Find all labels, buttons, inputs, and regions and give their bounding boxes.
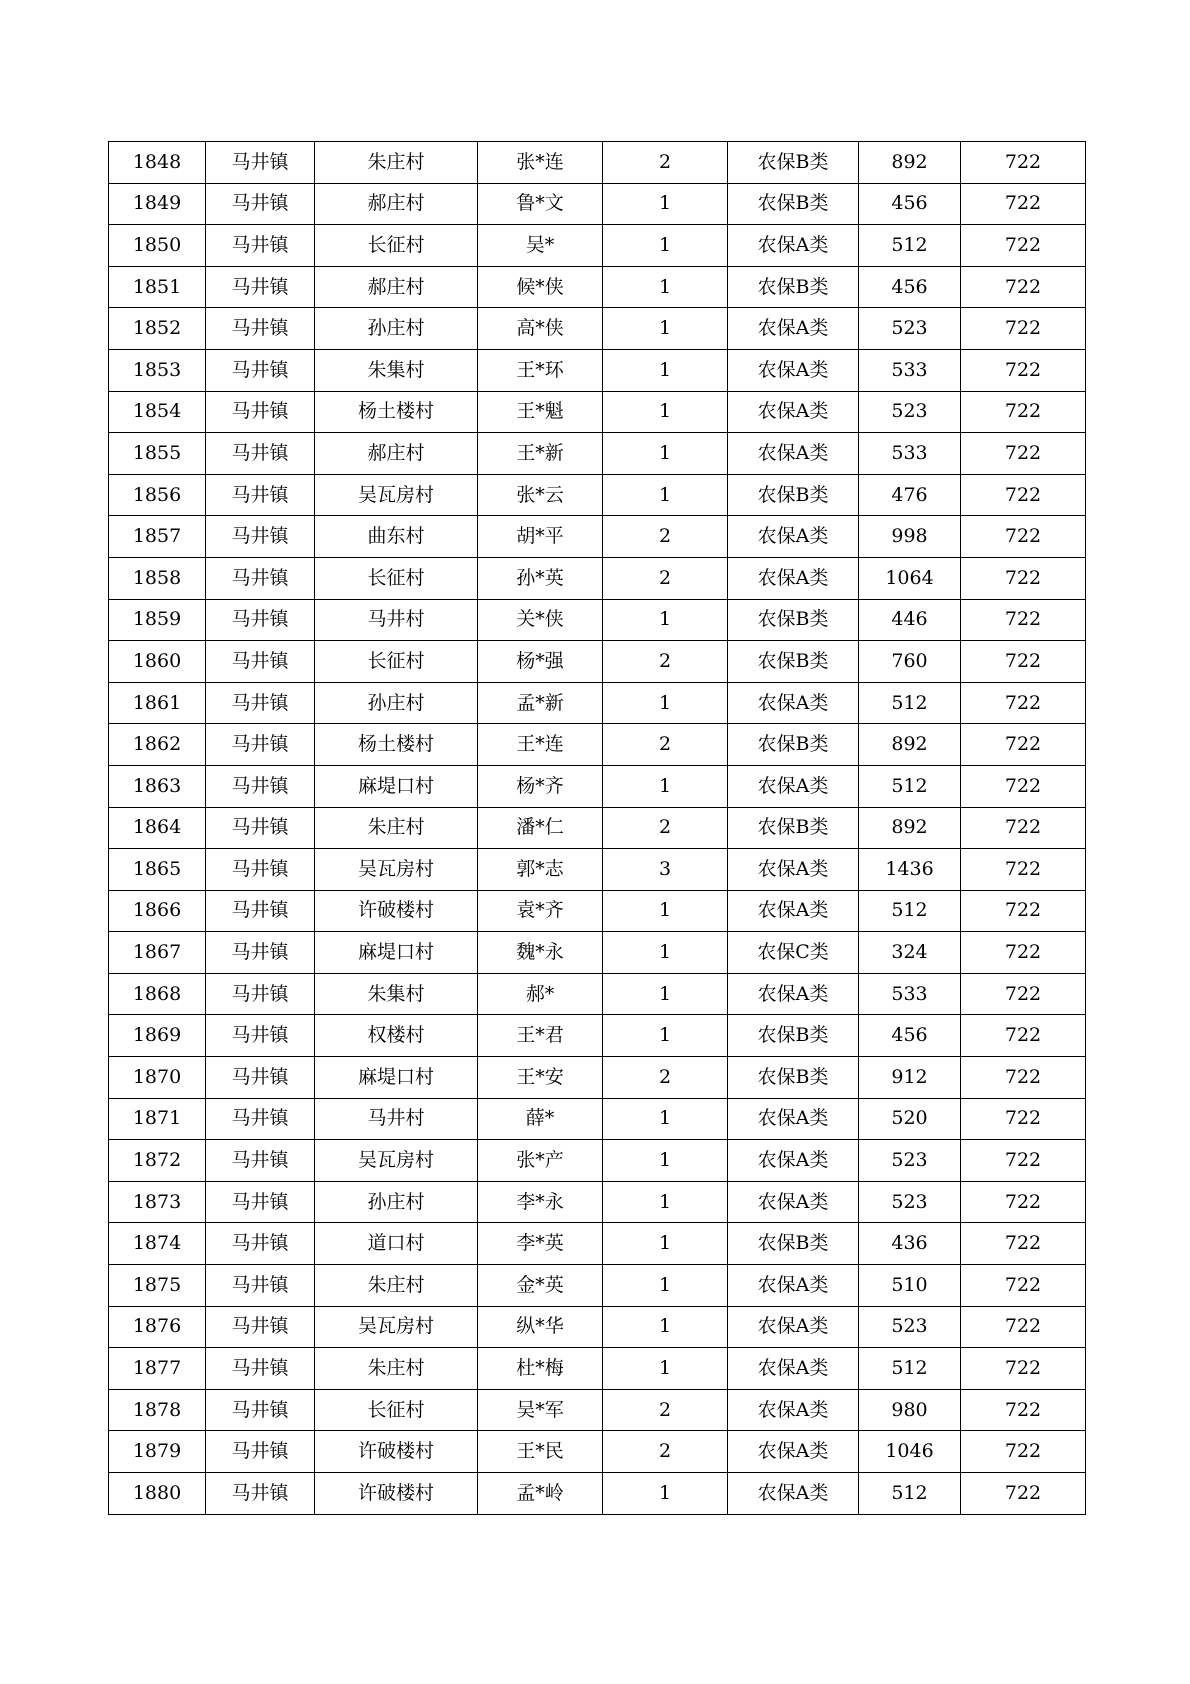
cell-village: 朱庄村 — [315, 142, 478, 184]
cell-town: 马井镇 — [206, 682, 315, 724]
cell-category: 农保B类 — [728, 1015, 859, 1057]
cell-standard: 722 — [961, 724, 1086, 766]
cell-amount: 512 — [859, 225, 961, 267]
cell-standard: 722 — [961, 807, 1086, 849]
table-row — [109, 1015, 1086, 1057]
cell-name: 杨*强 — [478, 641, 603, 683]
cell-name: 杜*梅 — [478, 1348, 603, 1390]
cell-category: 农保A类 — [728, 1306, 859, 1348]
cell-town: 马井镇 — [206, 1181, 315, 1223]
cell-name: 鲁*文 — [478, 183, 603, 225]
cell-name: 袁*齐 — [478, 890, 603, 932]
cell-village: 长征村 — [315, 641, 478, 683]
cell-row-number: 1851 — [109, 266, 206, 308]
table-row — [109, 142, 1086, 184]
cell-name: 李*英 — [478, 1223, 603, 1265]
cell-amount: 523 — [859, 1181, 961, 1223]
cell-row-number: 1848 — [109, 142, 206, 184]
cell-village: 郝庄村 — [315, 183, 478, 225]
cell-standard: 722 — [961, 1223, 1086, 1265]
cell-name: 张*云 — [478, 474, 603, 516]
cell-row-number: 1873 — [109, 1181, 206, 1223]
cell-row-number: 1874 — [109, 1223, 206, 1265]
cell-village: 长征村 — [315, 557, 478, 599]
cell-name: 王*魁 — [478, 391, 603, 433]
cell-row-number: 1864 — [109, 807, 206, 849]
cell-standard: 722 — [961, 1181, 1086, 1223]
cell-household-size: 2 — [603, 1057, 728, 1099]
cell-amount: 1436 — [859, 849, 961, 891]
cell-row-number: 1869 — [109, 1015, 206, 1057]
cell-name: 郝* — [478, 973, 603, 1015]
cell-standard: 722 — [961, 973, 1086, 1015]
cell-category: 农保A类 — [728, 973, 859, 1015]
cell-household-size: 2 — [603, 807, 728, 849]
cell-town: 马井镇 — [206, 308, 315, 350]
cell-category: 农保A类 — [728, 391, 859, 433]
cell-category: 农保A类 — [728, 349, 859, 391]
cell-village: 许破楼村 — [315, 890, 478, 932]
cell-category: 农保B类 — [728, 266, 859, 308]
cell-standard: 722 — [961, 474, 1086, 516]
cell-household-size: 2 — [603, 641, 728, 683]
cell-row-number: 1876 — [109, 1306, 206, 1348]
cell-row-number: 1865 — [109, 849, 206, 891]
table-row — [109, 516, 1086, 558]
cell-category: 农保A类 — [728, 225, 859, 267]
cell-amount: 324 — [859, 932, 961, 974]
cell-household-size: 1 — [603, 1181, 728, 1223]
cell-standard: 722 — [961, 1015, 1086, 1057]
cell-town: 马井镇 — [206, 1057, 315, 1099]
cell-household-size: 1 — [603, 1265, 728, 1307]
cell-amount: 510 — [859, 1265, 961, 1307]
cell-row-number: 1866 — [109, 890, 206, 932]
cell-town: 马井镇 — [206, 1223, 315, 1265]
cell-household-size: 3 — [603, 849, 728, 891]
table-row — [109, 1431, 1086, 1473]
cell-name: 关*侠 — [478, 599, 603, 641]
cell-name: 王*民 — [478, 1431, 603, 1473]
cell-town: 马井镇 — [206, 1015, 315, 1057]
cell-village: 许破楼村 — [315, 1473, 478, 1515]
cell-category: 农保A类 — [728, 1431, 859, 1473]
cell-row-number: 1880 — [109, 1473, 206, 1515]
table-row — [109, 807, 1086, 849]
cell-standard: 722 — [961, 599, 1086, 641]
cell-household-size: 2 — [603, 1431, 728, 1473]
cell-name: 王*君 — [478, 1015, 603, 1057]
cell-town: 马井镇 — [206, 1473, 315, 1515]
cell-category: 农保B类 — [728, 474, 859, 516]
cell-row-number: 1861 — [109, 682, 206, 724]
cell-amount: 892 — [859, 724, 961, 766]
cell-town: 马井镇 — [206, 1431, 315, 1473]
data-table — [108, 141, 1086, 1515]
table-row — [109, 1057, 1086, 1099]
cell-standard: 722 — [961, 1389, 1086, 1431]
cell-amount: 512 — [859, 765, 961, 807]
cell-category: 农保A类 — [728, 308, 859, 350]
cell-name: 张*产 — [478, 1140, 603, 1182]
cell-name: 郭*志 — [478, 849, 603, 891]
cell-category: 农保A类 — [728, 1181, 859, 1223]
cell-amount: 533 — [859, 433, 961, 475]
cell-row-number: 1855 — [109, 433, 206, 475]
cell-name: 王*新 — [478, 433, 603, 475]
cell-category: 农保A类 — [728, 1389, 859, 1431]
cell-town: 马井镇 — [206, 1140, 315, 1182]
cell-name: 王*连 — [478, 724, 603, 766]
table-row — [109, 682, 1086, 724]
cell-amount: 523 — [859, 1140, 961, 1182]
table-row — [109, 1348, 1086, 1390]
cell-town: 马井镇 — [206, 225, 315, 267]
cell-category: 农保B类 — [728, 142, 859, 184]
cell-household-size: 1 — [603, 1306, 728, 1348]
cell-household-size: 1 — [603, 973, 728, 1015]
cell-amount: 512 — [859, 1348, 961, 1390]
cell-category: 农保A类 — [728, 1473, 859, 1515]
cell-amount: 523 — [859, 1306, 961, 1348]
cell-household-size: 2 — [603, 724, 728, 766]
cell-name: 孙*英 — [478, 557, 603, 599]
table-row — [109, 724, 1086, 766]
table-row — [109, 225, 1086, 267]
table-row — [109, 308, 1086, 350]
table-row — [109, 932, 1086, 974]
cell-amount: 436 — [859, 1223, 961, 1265]
cell-row-number: 1849 — [109, 183, 206, 225]
cell-amount: 523 — [859, 308, 961, 350]
cell-row-number: 1859 — [109, 599, 206, 641]
cell-household-size: 2 — [603, 142, 728, 184]
cell-town: 马井镇 — [206, 1265, 315, 1307]
cell-amount: 998 — [859, 516, 961, 558]
table-row — [109, 599, 1086, 641]
cell-name: 吴* — [478, 225, 603, 267]
cell-category: 农保C类 — [728, 932, 859, 974]
cell-category: 农保A类 — [728, 1348, 859, 1390]
cell-row-number: 1862 — [109, 724, 206, 766]
cell-town: 马井镇 — [206, 1348, 315, 1390]
cell-village: 朱集村 — [315, 349, 478, 391]
cell-village: 许破楼村 — [315, 1431, 478, 1473]
cell-name: 李*永 — [478, 1181, 603, 1223]
cell-row-number: 1871 — [109, 1098, 206, 1140]
table-row — [109, 890, 1086, 932]
cell-amount: 980 — [859, 1389, 961, 1431]
cell-village: 长征村 — [315, 225, 478, 267]
cell-category: 农保A类 — [728, 849, 859, 891]
cell-household-size: 1 — [603, 1015, 728, 1057]
cell-category: 农保A类 — [728, 682, 859, 724]
cell-row-number: 1878 — [109, 1389, 206, 1431]
cell-town: 马井镇 — [206, 765, 315, 807]
table-body — [109, 142, 1086, 1515]
cell-village: 麻堤口村 — [315, 932, 478, 974]
table-row — [109, 1223, 1086, 1265]
cell-household-size: 2 — [603, 1389, 728, 1431]
cell-town: 马井镇 — [206, 1389, 315, 1431]
cell-household-size: 1 — [603, 682, 728, 724]
cell-standard: 722 — [961, 1431, 1086, 1473]
cell-name: 纵*华 — [478, 1306, 603, 1348]
cell-standard: 722 — [961, 516, 1086, 558]
cell-household-size: 1 — [603, 225, 728, 267]
cell-village: 朱庄村 — [315, 1348, 478, 1390]
cell-household-size: 1 — [603, 391, 728, 433]
cell-town: 马井镇 — [206, 849, 315, 891]
table-row — [109, 765, 1086, 807]
cell-village: 郝庄村 — [315, 433, 478, 475]
cell-town: 马井镇 — [206, 516, 315, 558]
cell-row-number: 1868 — [109, 973, 206, 1015]
cell-village: 孙庄村 — [315, 1181, 478, 1223]
cell-village: 吴瓦房村 — [315, 849, 478, 891]
cell-category: 农保B类 — [728, 183, 859, 225]
cell-name: 金*英 — [478, 1265, 603, 1307]
table-row — [109, 1098, 1086, 1140]
cell-row-number: 1853 — [109, 349, 206, 391]
cell-name: 张*连 — [478, 142, 603, 184]
cell-household-size: 1 — [603, 183, 728, 225]
cell-town: 马井镇 — [206, 724, 315, 766]
table-row — [109, 349, 1086, 391]
cell-standard: 722 — [961, 641, 1086, 683]
cell-category: 农保B类 — [728, 1057, 859, 1099]
cell-household-size: 1 — [603, 765, 728, 807]
cell-town: 马井镇 — [206, 391, 315, 433]
table-row — [109, 183, 1086, 225]
cell-standard: 722 — [961, 682, 1086, 724]
cell-category: 农保A类 — [728, 890, 859, 932]
cell-town: 马井镇 — [206, 890, 315, 932]
cell-village: 朱庄村 — [315, 807, 478, 849]
cell-town: 马井镇 — [206, 807, 315, 849]
cell-household-size: 1 — [603, 349, 728, 391]
cell-amount: 912 — [859, 1057, 961, 1099]
cell-category: 农保B类 — [728, 724, 859, 766]
cell-name: 吴*军 — [478, 1389, 603, 1431]
cell-standard: 722 — [961, 557, 1086, 599]
cell-village: 朱庄村 — [315, 1265, 478, 1307]
cell-household-size: 2 — [603, 557, 728, 599]
cell-village: 朱集村 — [315, 973, 478, 1015]
cell-name: 孟*新 — [478, 682, 603, 724]
cell-row-number: 1850 — [109, 225, 206, 267]
cell-row-number: 1863 — [109, 765, 206, 807]
cell-amount: 456 — [859, 183, 961, 225]
cell-standard: 722 — [961, 1098, 1086, 1140]
table-row — [109, 1389, 1086, 1431]
cell-row-number: 1858 — [109, 557, 206, 599]
cell-standard: 722 — [961, 932, 1086, 974]
cell-town: 马井镇 — [206, 142, 315, 184]
cell-household-size: 1 — [603, 266, 728, 308]
cell-name: 魏*永 — [478, 932, 603, 974]
cell-amount: 512 — [859, 682, 961, 724]
table-row — [109, 1140, 1086, 1182]
cell-village: 吴瓦房村 — [315, 1306, 478, 1348]
cell-town: 马井镇 — [206, 474, 315, 516]
table-row — [109, 1306, 1086, 1348]
cell-town: 马井镇 — [206, 266, 315, 308]
cell-name: 薛* — [478, 1098, 603, 1140]
cell-town: 马井镇 — [206, 973, 315, 1015]
cell-standard: 722 — [961, 1140, 1086, 1182]
cell-village: 杨土楼村 — [315, 724, 478, 766]
cell-row-number: 1875 — [109, 1265, 206, 1307]
cell-village: 孙庄村 — [315, 308, 478, 350]
cell-category: 农保A类 — [728, 557, 859, 599]
cell-standard: 722 — [961, 1265, 1086, 1307]
cell-town: 马井镇 — [206, 183, 315, 225]
cell-household-size: 1 — [603, 1098, 728, 1140]
cell-row-number: 1879 — [109, 1431, 206, 1473]
cell-amount: 520 — [859, 1098, 961, 1140]
cell-category: 农保A类 — [728, 765, 859, 807]
cell-standard: 722 — [961, 266, 1086, 308]
cell-village: 郝庄村 — [315, 266, 478, 308]
cell-amount: 533 — [859, 973, 961, 1015]
cell-name: 王*环 — [478, 349, 603, 391]
cell-name: 高*侠 — [478, 308, 603, 350]
cell-amount: 446 — [859, 599, 961, 641]
cell-amount: 476 — [859, 474, 961, 516]
cell-row-number: 1870 — [109, 1057, 206, 1099]
cell-standard: 722 — [961, 890, 1086, 932]
cell-standard: 722 — [961, 308, 1086, 350]
cell-category: 农保B类 — [728, 1223, 859, 1265]
cell-row-number: 1867 — [109, 932, 206, 974]
cell-category: 农保B类 — [728, 807, 859, 849]
cell-household-size: 1 — [603, 1223, 728, 1265]
cell-household-size: 1 — [603, 1473, 728, 1515]
cell-standard: 722 — [961, 1306, 1086, 1348]
cell-town: 马井镇 — [206, 557, 315, 599]
cell-household-size: 1 — [603, 1140, 728, 1182]
cell-category: 农保A类 — [728, 516, 859, 558]
cell-village: 道口村 — [315, 1223, 478, 1265]
cell-row-number: 1856 — [109, 474, 206, 516]
cell-standard: 722 — [961, 349, 1086, 391]
table-row — [109, 641, 1086, 683]
table-row — [109, 557, 1086, 599]
cell-household-size: 1 — [603, 932, 728, 974]
cell-town: 马井镇 — [206, 932, 315, 974]
cell-amount: 892 — [859, 807, 961, 849]
cell-town: 马井镇 — [206, 599, 315, 641]
cell-household-size: 1 — [603, 890, 728, 932]
cell-standard: 722 — [961, 765, 1086, 807]
cell-village: 杨土楼村 — [315, 391, 478, 433]
cell-standard: 722 — [961, 142, 1086, 184]
cell-standard: 722 — [961, 1348, 1086, 1390]
cell-name: 孟*岭 — [478, 1473, 603, 1515]
table-row — [109, 1181, 1086, 1223]
table-row — [109, 391, 1086, 433]
table-row — [109, 1473, 1086, 1515]
cell-name: 潘*仁 — [478, 807, 603, 849]
cell-household-size: 1 — [603, 433, 728, 475]
cell-village: 长征村 — [315, 1389, 478, 1431]
cell-village: 马井村 — [315, 599, 478, 641]
cell-amount: 456 — [859, 1015, 961, 1057]
cell-village: 吴瓦房村 — [315, 1140, 478, 1182]
cell-row-number: 1872 — [109, 1140, 206, 1182]
cell-household-size: 1 — [603, 474, 728, 516]
cell-town: 马井镇 — [206, 641, 315, 683]
cell-amount: 533 — [859, 349, 961, 391]
cell-row-number: 1877 — [109, 1348, 206, 1390]
cell-category: 农保A类 — [728, 1265, 859, 1307]
cell-name: 胡*平 — [478, 516, 603, 558]
table-row — [109, 1265, 1086, 1307]
cell-town: 马井镇 — [206, 349, 315, 391]
cell-village: 麻堤口村 — [315, 765, 478, 807]
cell-amount: 1064 — [859, 557, 961, 599]
table-row — [109, 266, 1086, 308]
cell-row-number: 1860 — [109, 641, 206, 683]
cell-amount: 523 — [859, 391, 961, 433]
cell-category: 农保B类 — [728, 641, 859, 683]
cell-village: 曲东村 — [315, 516, 478, 558]
cell-standard: 722 — [961, 1473, 1086, 1515]
cell-amount: 512 — [859, 890, 961, 932]
cell-village: 马井村 — [315, 1098, 478, 1140]
table-row — [109, 433, 1086, 475]
cell-village: 孙庄村 — [315, 682, 478, 724]
cell-name: 杨*齐 — [478, 765, 603, 807]
cell-town: 马井镇 — [206, 1098, 315, 1140]
cell-category: 农保A类 — [728, 1140, 859, 1182]
cell-standard: 722 — [961, 391, 1086, 433]
cell-category: 农保B类 — [728, 599, 859, 641]
cell-standard: 722 — [961, 225, 1086, 267]
cell-standard: 722 — [961, 183, 1086, 225]
table-row — [109, 474, 1086, 516]
cell-amount: 760 — [859, 641, 961, 683]
cell-row-number: 1852 — [109, 308, 206, 350]
cell-amount: 512 — [859, 1473, 961, 1515]
cell-name: 王*安 — [478, 1057, 603, 1099]
table-row — [109, 849, 1086, 891]
cell-household-size: 1 — [603, 1348, 728, 1390]
table-row — [109, 973, 1086, 1015]
cell-category: 农保A类 — [728, 433, 859, 475]
cell-village: 吴瓦房村 — [315, 474, 478, 516]
cell-amount: 1046 — [859, 1431, 961, 1473]
cell-standard: 722 — [961, 433, 1086, 475]
cell-category: 农保A类 — [728, 1098, 859, 1140]
cell-row-number: 1857 — [109, 516, 206, 558]
cell-name: 候*侠 — [478, 266, 603, 308]
cell-amount: 892 — [859, 142, 961, 184]
cell-standard: 722 — [961, 1057, 1086, 1099]
cell-household-size: 2 — [603, 516, 728, 558]
cell-standard: 722 — [961, 849, 1086, 891]
cell-town: 马井镇 — [206, 433, 315, 475]
cell-amount: 456 — [859, 266, 961, 308]
cell-row-number: 1854 — [109, 391, 206, 433]
cell-village: 权楼村 — [315, 1015, 478, 1057]
cell-town: 马井镇 — [206, 1306, 315, 1348]
cell-village: 麻堤口村 — [315, 1057, 478, 1099]
cell-household-size: 1 — [603, 599, 728, 641]
cell-household-size: 1 — [603, 308, 728, 350]
